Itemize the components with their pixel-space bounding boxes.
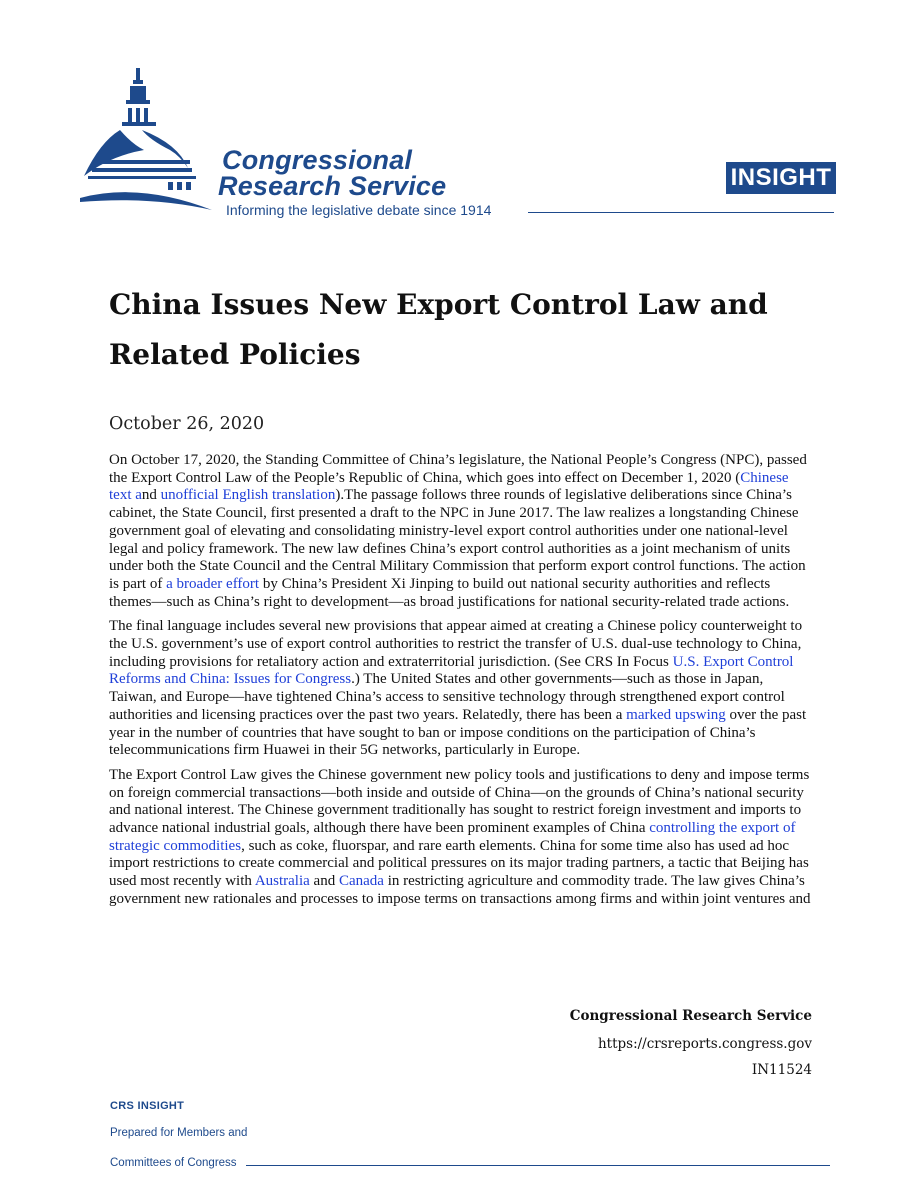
insight-badge: INSIGHT bbox=[726, 162, 836, 194]
footer-crs-insight: CRS INSIGHT bbox=[110, 1100, 185, 1112]
footer-url: https://crsreports.congress.gov bbox=[597, 1036, 812, 1052]
footer-prepared-for: Prepared for Members and bbox=[110, 1127, 248, 1139]
text-run: in restricting agriculture and commodity trade. The law gives China’s government new rationales and processes to impose terms on transactions among firms and within joint ventures and bbox=[109, 873, 811, 907]
text-run: and bbox=[309, 873, 339, 890]
document-title: China Issues New Export Control Law and Related Policies bbox=[109, 288, 768, 371]
paragraph-3 bbox=[109, 767, 813, 909]
footer-rule bbox=[246, 1165, 830, 1166]
text-run: .) The United States and other governments—such as those in Japan, Taiwan, and Europe—have tightened China’s access to sensitive technology through strengthened export control authorities and licensing practices over the past two years. Relatedly, there has been a bbox=[109, 671, 785, 723]
capitol-dome-logo bbox=[80, 64, 220, 214]
report-id: IN11524 bbox=[751, 1062, 812, 1078]
text-run: The final language includes several new provisions that appear aimed at creating a Chinese policy counterweight to the U.S. government’s use of export control authorities to restrict the transfer of U.S. dual-use technology to China, including provisions for retaliatory action and extraterritorial jurisdiction. (See CRS In Focus bbox=[109, 618, 803, 670]
logo-tagline: Informing the legislative debate since 1914 bbox=[226, 202, 492, 218]
inline-link[interactable]: Chinese text a bbox=[109, 469, 789, 504]
paragraph-2 bbox=[109, 618, 813, 760]
text-run: ).The passage follows three rounds of legislative deliberations since China’s cabinet, the State Council, first presented a draft to the NPC in June 2017. The law realizes a longstanding Chinese government goal of elevating and consolidating ministry-level export control authorities under one national-level legal and policy framework. The new law defines China’s export control authorities as a joint mechanism of units under both the State Council and the Central Military Commission that perform export control functions. The action is part of bbox=[109, 487, 806, 592]
inline-link[interactable]: U.S. Export Control Reforms and China: Issues for Congress bbox=[109, 653, 794, 688]
publication-date: October 26, 2020 bbox=[109, 414, 265, 434]
text-run: nd bbox=[141, 487, 161, 504]
footer-org-name: Congressional Research Service bbox=[569, 1008, 812, 1024]
paragraph-1 bbox=[109, 452, 813, 611]
inline-link[interactable]: a broader effort bbox=[166, 575, 260, 592]
inline-link[interactable]: unofficial English translation bbox=[160, 487, 336, 504]
header-rule bbox=[528, 212, 834, 213]
text-run: On October 17, 2020, the Standing Committee of China’s legislature, the National People’s Congress (NPC), passed the Export Control Law of the People’s Republic of China, which goes into effect on December 1, 2020 ( bbox=[109, 452, 807, 486]
body-text bbox=[109, 452, 813, 916]
logo-wordmark-congressional: Congressional bbox=[222, 145, 413, 175]
text-run: over the past year in the number of countries that have sought to ban or impose conditions on the participation of China’s telecommunications firm Huawei in their 5G networks, particularly in Europe. bbox=[109, 706, 807, 759]
footer-committees: Committees of Congress bbox=[110, 1157, 237, 1169]
text-run: , such as coke, fluorspar, and rare earth elements. China for some time also has used ad hoc import restrictions to create commercial and political pressures on its major trading partners, a tactic that Beijing has used most recently with bbox=[109, 837, 809, 890]
logo-wordmark-research-service: Research Service bbox=[218, 171, 447, 201]
text-run: by China’s President Xi Jinping to build out national security authorities and reflects themes—such as China’s right to development—as broad justifications for national security-related trade actions. bbox=[109, 575, 790, 610]
inline-link[interactable]: controlling the export of strategic commodities bbox=[109, 820, 796, 854]
inline-link[interactable]: Australia bbox=[254, 873, 310, 890]
inline-link[interactable]: Canada bbox=[338, 873, 384, 890]
text-run: The Export Control Law gives the Chinese government new policy tools and justifications to deny and impose terms on foreign commercial transactions—both inside and outside of China—on the grounds of China’s national security and national interest. The Chinese government traditionally has sought to restrict foreign investment and imports to advance national industrial goals, although there have been prominent examples of China bbox=[109, 766, 810, 837]
inline-link[interactable]: marked upswing bbox=[626, 706, 726, 723]
